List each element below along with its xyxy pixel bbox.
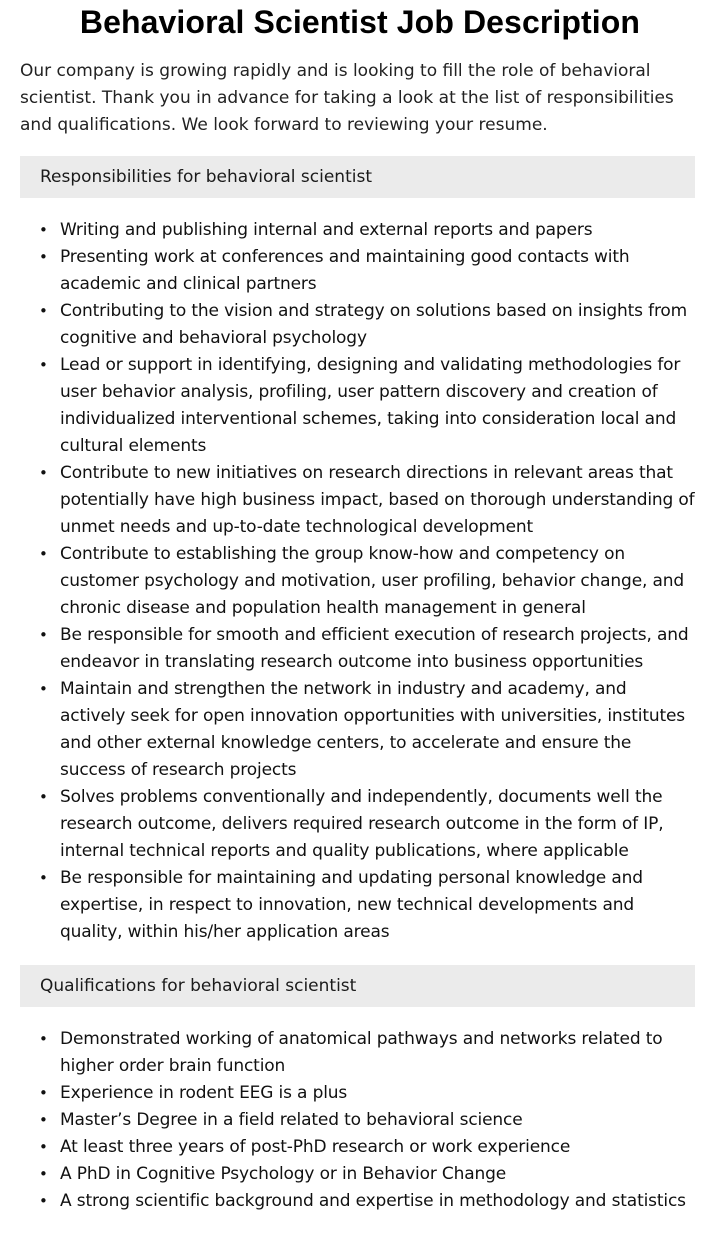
list-item [20, 460, 696, 541]
bullet-icon: • [39, 221, 48, 239]
bullet-icon: • [39, 464, 48, 482]
list-item-text: Maintain and strengthen the network in industry and academy, and actively seek for open innovation opportunities with universities, institutes and other external knowledge centers, to accelerate and ensure the success of research projects [60, 679, 685, 780]
list-item-text: Demonstrated working of anatomical pathways and networks related to higher order brain function [60, 1029, 663, 1076]
list-item [20, 352, 696, 460]
list-item-text: A PhD in Cognitive Psychology or in Behavior Change [60, 1164, 507, 1184]
list-item-text: Presenting work at conferences and maintaining good contacts with academic and clinical partners [60, 247, 630, 294]
list-item [20, 1107, 696, 1134]
list-item-text: Be responsible for maintaining and updating personal knowledge and expertise, in respect to innovation, new technical developments and quality, within his/her application areas [60, 868, 643, 942]
bullet-icon: • [39, 1165, 48, 1183]
list-item [20, 865, 696, 946]
list-item-text: Be responsible for smooth and efficient execution of research projects, and endeavor in translating research outcome into business opportunities [60, 625, 689, 672]
list-item-text: Contribute to new initiatives on research directions in relevant areas that potentially have high business impact, based on thorough understanding of unmet needs and up-to-date technological development [60, 463, 695, 537]
bullet-icon: • [39, 680, 48, 698]
list-item [20, 1161, 696, 1188]
list-item-text: A strong scientific background and expertise in methodology and statistics [60, 1191, 686, 1211]
bullet-icon: • [39, 1084, 48, 1102]
bullet-icon: • [39, 545, 48, 563]
bullet-icon: • [39, 248, 48, 266]
list-item [20, 541, 696, 622]
bullet-icon: • [39, 1192, 48, 1210]
list-item [20, 1026, 696, 1080]
intro-paragraph: Our company is growing rapidly and is looking to fill the role of behavioral scientist. Thank you in advance for taking a look at the list of responsibilities and qualifications. We look forward to reviewing your resume. [20, 61, 674, 135]
list-item [20, 784, 696, 865]
list-item [20, 676, 696, 784]
bullet-icon: • [39, 788, 48, 806]
list-item [20, 622, 696, 676]
list-item [20, 1188, 696, 1215]
responsibilities-list [20, 217, 696, 946]
bullet-icon: • [39, 356, 48, 374]
list-item [20, 298, 696, 352]
list-item [20, 244, 696, 298]
list-item-text: Master’s Degree in a field related to behavioral science [60, 1110, 523, 1130]
bullet-icon: • [39, 626, 48, 644]
bullet-icon: • [39, 1138, 48, 1156]
bullet-icon: • [39, 1111, 48, 1129]
bullet-icon: • [39, 1030, 48, 1048]
page-title: Behavioral Scientist Job Description [79, 4, 641, 40]
list-item-text: Contribute to establishing the group know-how and competency on customer psychology and motivation, user profiling, behavior change, and chronic disease and population health management in general [60, 544, 685, 618]
qualifications-list [20, 1026, 696, 1215]
list-item-text: Solves problems conventionally and independently, documents well the research outcome, delivers required research outcome in the form of IP, internal technical reports and quality publications, where applicable [60, 787, 664, 861]
list-item [20, 217, 696, 244]
list-item [20, 1080, 696, 1107]
list-item-text: At least three years of post-PhD research or work experience [60, 1137, 571, 1157]
list-item-text: Contributing to the vision and strategy on solutions based on insights from cognitive and behavioral psychology [60, 301, 688, 348]
bullet-icon: • [39, 302, 48, 320]
list-item-text: Experience in rodent EEG is a plus [60, 1083, 348, 1103]
responsibilities-heading: Responsibilities for behavioral scientist [20, 156, 695, 198]
list-item-text: Lead or support in identifying, designing and validating methodologies for user behavior analysis, profiling, user pattern discovery and creation of individualized interventional schemes, taking into consideration local and cultural elements [60, 355, 681, 456]
bullet-icon: • [39, 869, 48, 887]
qualifications-heading: Qualifications for behavioral scientist [20, 965, 695, 1007]
list-item-text: Writing and publishing internal and external reports and papers [60, 220, 593, 240]
list-item [20, 1134, 696, 1161]
